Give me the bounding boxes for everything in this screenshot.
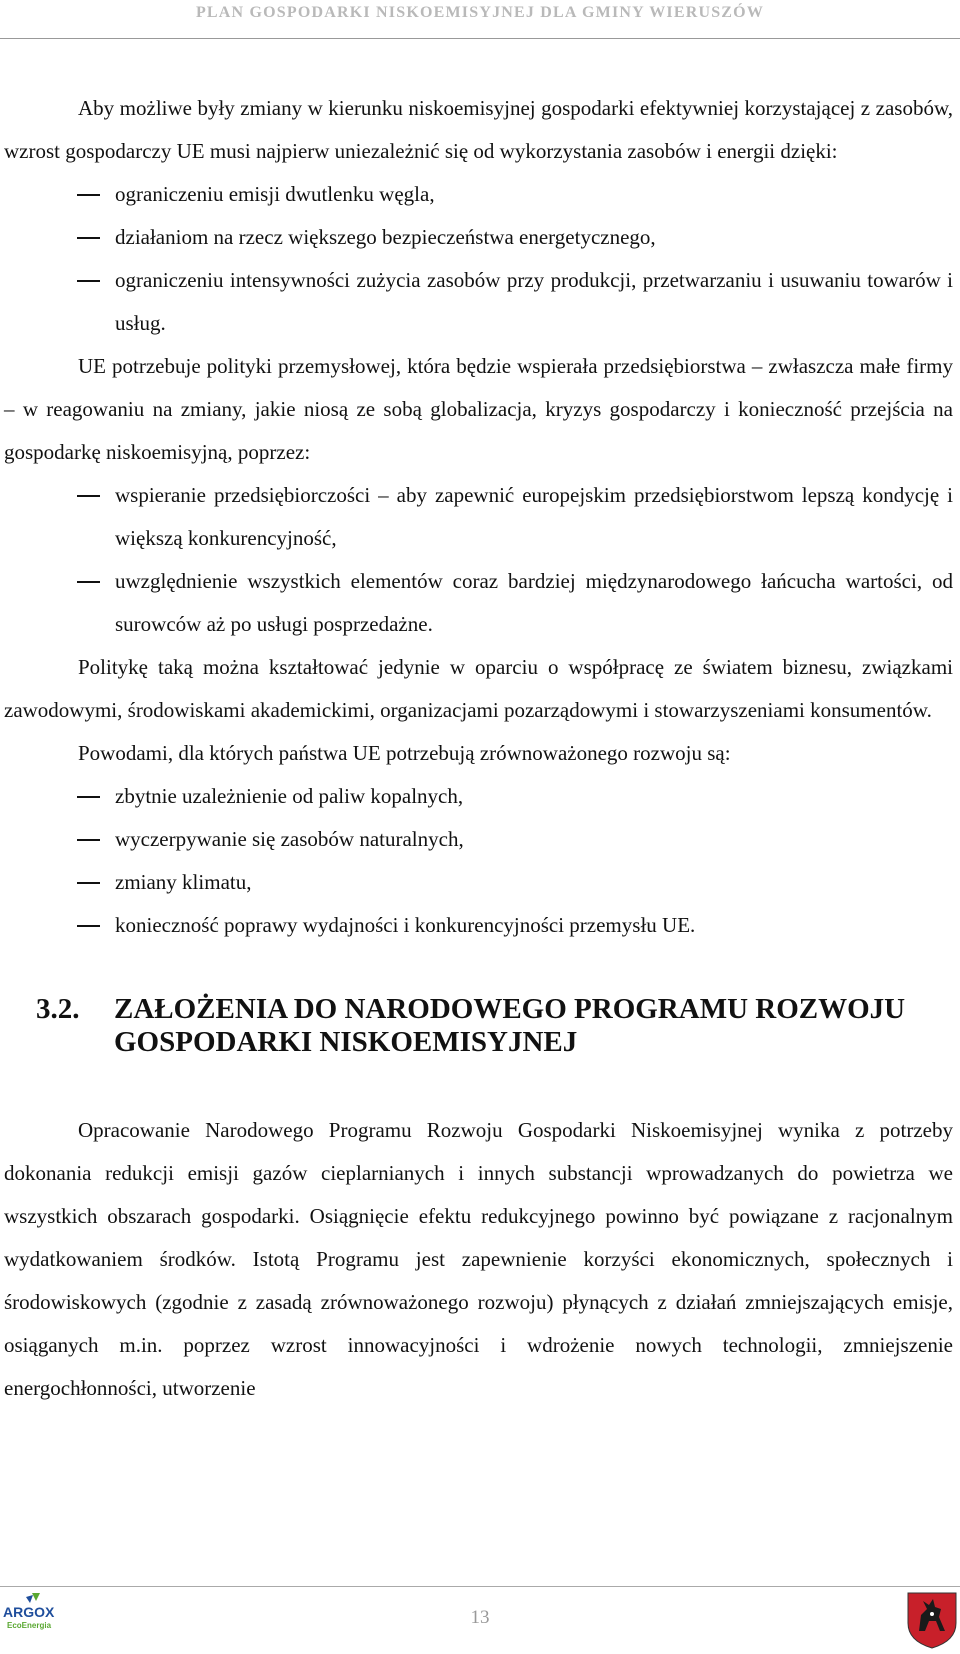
page-header [0, 0, 960, 39]
list-item: wyczerpywanie się zasobów naturalnych, [4, 818, 953, 861]
list-item: działaniom na rzecz większego bezpieczeństwa energetycznego, [4, 216, 953, 259]
list-item: zbytnie uzależnienie od paliw kopalnych, [4, 775, 953, 818]
section-title: ZAŁOŻENIA DO NARODOWEGO PROGRAMU ROZWOJU GOSPODARKI NISKOEMISYJNEJ [114, 993, 906, 1058]
paragraph-4: Powodami, dla których państwa UE potrzebują zrównoważonego rozwoju są: [78, 741, 731, 765]
bullet-list-2 [4, 474, 953, 646]
list-item: ograniczeniu emisji dwutlenku węgla, [4, 173, 953, 216]
header-title: PLAN GOSPODARKI NISKOEMISYJNEJ DLA GMINY WIERUSZÓW [195, 4, 765, 21]
bullet-list-3 [4, 775, 953, 947]
logo-wordmark: ARGOX [3, 1604, 55, 1620]
logo-subtext: EcoEnergia [7, 1621, 52, 1630]
list-item: wspieranie przedsiębiorczości – aby zapewnić europejskim przedsiębiorstwom lepszą kondycję i większą konkurencyjność, [4, 474, 953, 560]
list-item: uwzględnienie wszystkich elementów coraz bardziej międzynarodowego łańcucha wartości, od surowców aż po usługi posprzedażne. [4, 560, 953, 646]
document-body [4, 87, 953, 1410]
paragraph-1: Aby możliwe były zmiany w kierunku niskoemisyjnej gospodarki efektywniej korzystającej z zasobów, wzrost gospodarczy UE musi najpierw uniezależnić się od wykorzystania zasobów i energii dzięki: [4, 96, 953, 163]
section-heading [4, 993, 953, 1059]
page-number: 13 [470, 1607, 490, 1628]
list-item: konieczność poprawy wydajności i konkurencyjności przemysłu UE. [4, 904, 953, 947]
paragraph-3: Politykę taką można kształtować jedynie w oparciu o współpracę ze światem biznesu, związkami zawodowymi, środowiskami akademickimi, organizacjami pozarządowymi i stowarzyszeniami konsumentów. [4, 655, 953, 722]
section-number: 3.2. [36, 993, 80, 1025]
list-item: ograniczeniu intensywności zużycia zasobów przy produkcji, przetwarzaniu i usuwaniu towarów i usług. [4, 259, 953, 345]
paragraph-5: Opracowanie Narodowego Programu Rozwoju Gospodarki Niskoemisyjnej wynika z potrzeby dokonania redukcji emisji gazów cieplarnianych i innych substancji wprowadzanych do powietrza we wszystkich obszarach gospodarki. Osiągnięcie efektu redukcyjnego powinno być powiązane z racjonalnym wydatkowaniem środków. Istotą Programu jest zapewnienie korzyści ekonomicznych, społecznych i środowiskowych (zgodnie z zasadą zrównoważonego rozwoju) płynących z działań zmniejszających emisje, osiąganych m.in. poprzez wzrost innowacyjności i wdrożenie nowych technologii, zmniejszenie energochłonności, utworzenie [4, 1118, 953, 1400]
page-footer [0, 1586, 960, 1649]
crest-icon [905, 1587, 959, 1649]
list-item: zmiany klimatu, [4, 861, 953, 904]
paragraph-2: UE potrzebuje polityki przemysłowej, która będzie wspierała przedsiębiorstwa – zwłaszcza małe firmy – w reagowaniu na zmiany, jakie niosą ze sobą globalizacja, kryzys gospodarczy i konieczność przejścia na gospodarkę niskoemisyjną, poprzez: [4, 354, 953, 464]
bullet-list-1 [4, 173, 953, 345]
